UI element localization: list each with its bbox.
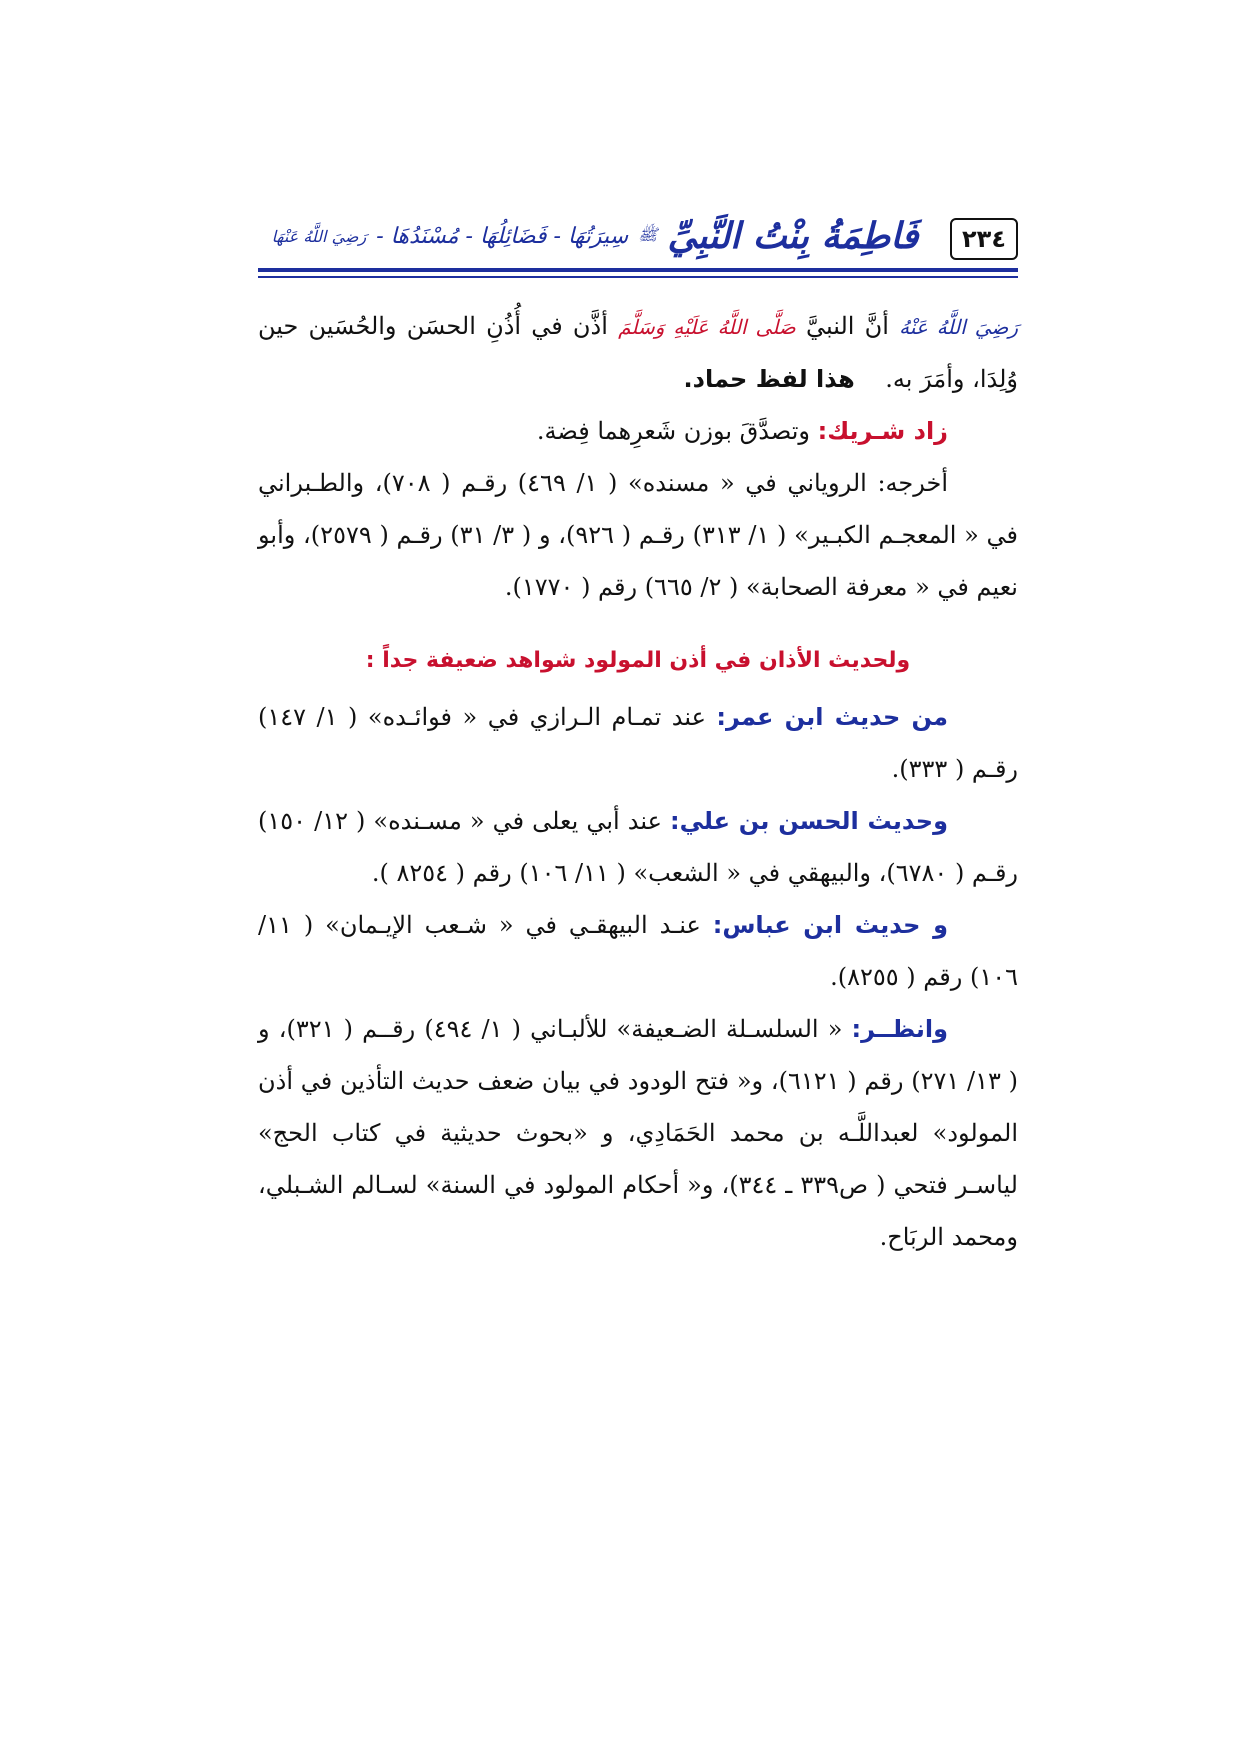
addition-paragraph bbox=[258, 405, 1018, 457]
witness-label-ibn-umar: من حديث ابن عمر: bbox=[716, 703, 948, 731]
witness-hasan bbox=[258, 795, 1018, 899]
book-title bbox=[258, 206, 932, 266]
page-number: ٢٣٤ bbox=[950, 218, 1018, 260]
header-rule-thick bbox=[258, 268, 1018, 272]
see-also-paragraph bbox=[258, 1003, 1018, 1263]
page-body bbox=[258, 300, 1018, 1263]
honorific-radiallahu: رَضِيَ اللَّهُ عَنْهُ bbox=[899, 315, 1018, 339]
takhrij-paragraph: أخرجه: الروياني في « مسنده» ( ١/ ٤٦٩) رقـم ( ٧٠٨)، والطـبراني في « المعجـم الكبـير» ( ١/ ٣١٣) رقـم ( ٩٢٦)، و ( ٣/ ٣١) رقـم ( ٢٥٧٩)، وأبو نعيم في « معرفة الصحابة» ( ٢/ ٦٦٥) رقم ( ١٧٧٠). bbox=[258, 469, 1019, 601]
witness-label-ibn-abbas: و حديث ابن عباس: bbox=[712, 911, 948, 939]
addition-label: زاد شـريك: bbox=[817, 417, 948, 445]
witness-text-ibn-umar: عند تمـام الـرازي في « فوائـده» ( ١/ ١٤٧) رقـم ( ٣٣٣). bbox=[258, 703, 1018, 783]
witness-ibn-abbas bbox=[258, 899, 1018, 1003]
hadith-paragraph bbox=[258, 300, 1018, 405]
witness-text-hasan: عند أبي يعلى في « مسـنده» ( ١٢/ ١٥٠) رقـم ( ٦٧٨٠)، والبيهقي في « الشعب» ( ١١/ ١٠٦) رقم ( ٨٢٥٤ ). bbox=[258, 807, 1018, 887]
section-heading: ولحديث الأذان في أذن المولود شواهد ضعيفة جداً : bbox=[365, 648, 911, 673]
hadith-text-b: أذَّن في أُذُنِ الحسَن والحُسَين حين وُلِدَا، وأمَرَ به. bbox=[258, 312, 1018, 393]
page-header bbox=[258, 206, 1018, 276]
witness-text-ibn-abbas: عنـد البيهقـي في « شـعب الإيـمان» ( ١١/ ١٠٦) رقم ( ٨٢٥٥). bbox=[258, 911, 1018, 991]
book-title-main: فَاطِمَةُ بِنْتُ النَّبِيِّ bbox=[667, 215, 919, 257]
book-subtitle-honorific: رَضِيَ اللَّهُ عَنْهَا bbox=[271, 226, 367, 246]
see-also-text: « السلسـلة الضـعيفة» للألبـاني ( ١/ ٤٩٤) رقــم ( ٣٢١)، و ( ١٣/ ٢٧١) رقم ( ٦١٢١)، و« فتح الودود في بيان ضعف حديث التأذين في أذن المولود» لعبداللَّـه بن محمد الحَمَادِي، و «بحوث حديثية في كتاب الحج» لياسـر فتحي ( ص٣٣٩ ـ ٣٤٤)، و« أحكام المولود في السنة» لسـالم الشـبلي، ومحمد الربَاح. bbox=[258, 1015, 1019, 1251]
header-rule-thin bbox=[258, 276, 1018, 278]
witness-ibn-umar bbox=[258, 691, 1018, 795]
see-also-label: وانظــر: bbox=[851, 1015, 949, 1043]
book-subtitle: سِيرَتُهَا - فَضَائِلُهَا - مُسْنَدُهَا - bbox=[376, 223, 629, 249]
hadith-text-a: أنَّ النبيَّ bbox=[795, 312, 900, 340]
witness-label-hasan: وحديث الحسن بن علي: bbox=[669, 807, 949, 835]
narration-note: هذا لفظ حماد. bbox=[683, 365, 855, 393]
addition-text: وتصدَّقَ بوزن شَعرِهما فِضة. bbox=[536, 417, 818, 445]
book-title-honorific: ﷺ bbox=[638, 224, 658, 244]
honorific-salawat: صَلَّى اللَّهُ عَلَيْهِ وَسَلَّمَ bbox=[618, 315, 796, 339]
